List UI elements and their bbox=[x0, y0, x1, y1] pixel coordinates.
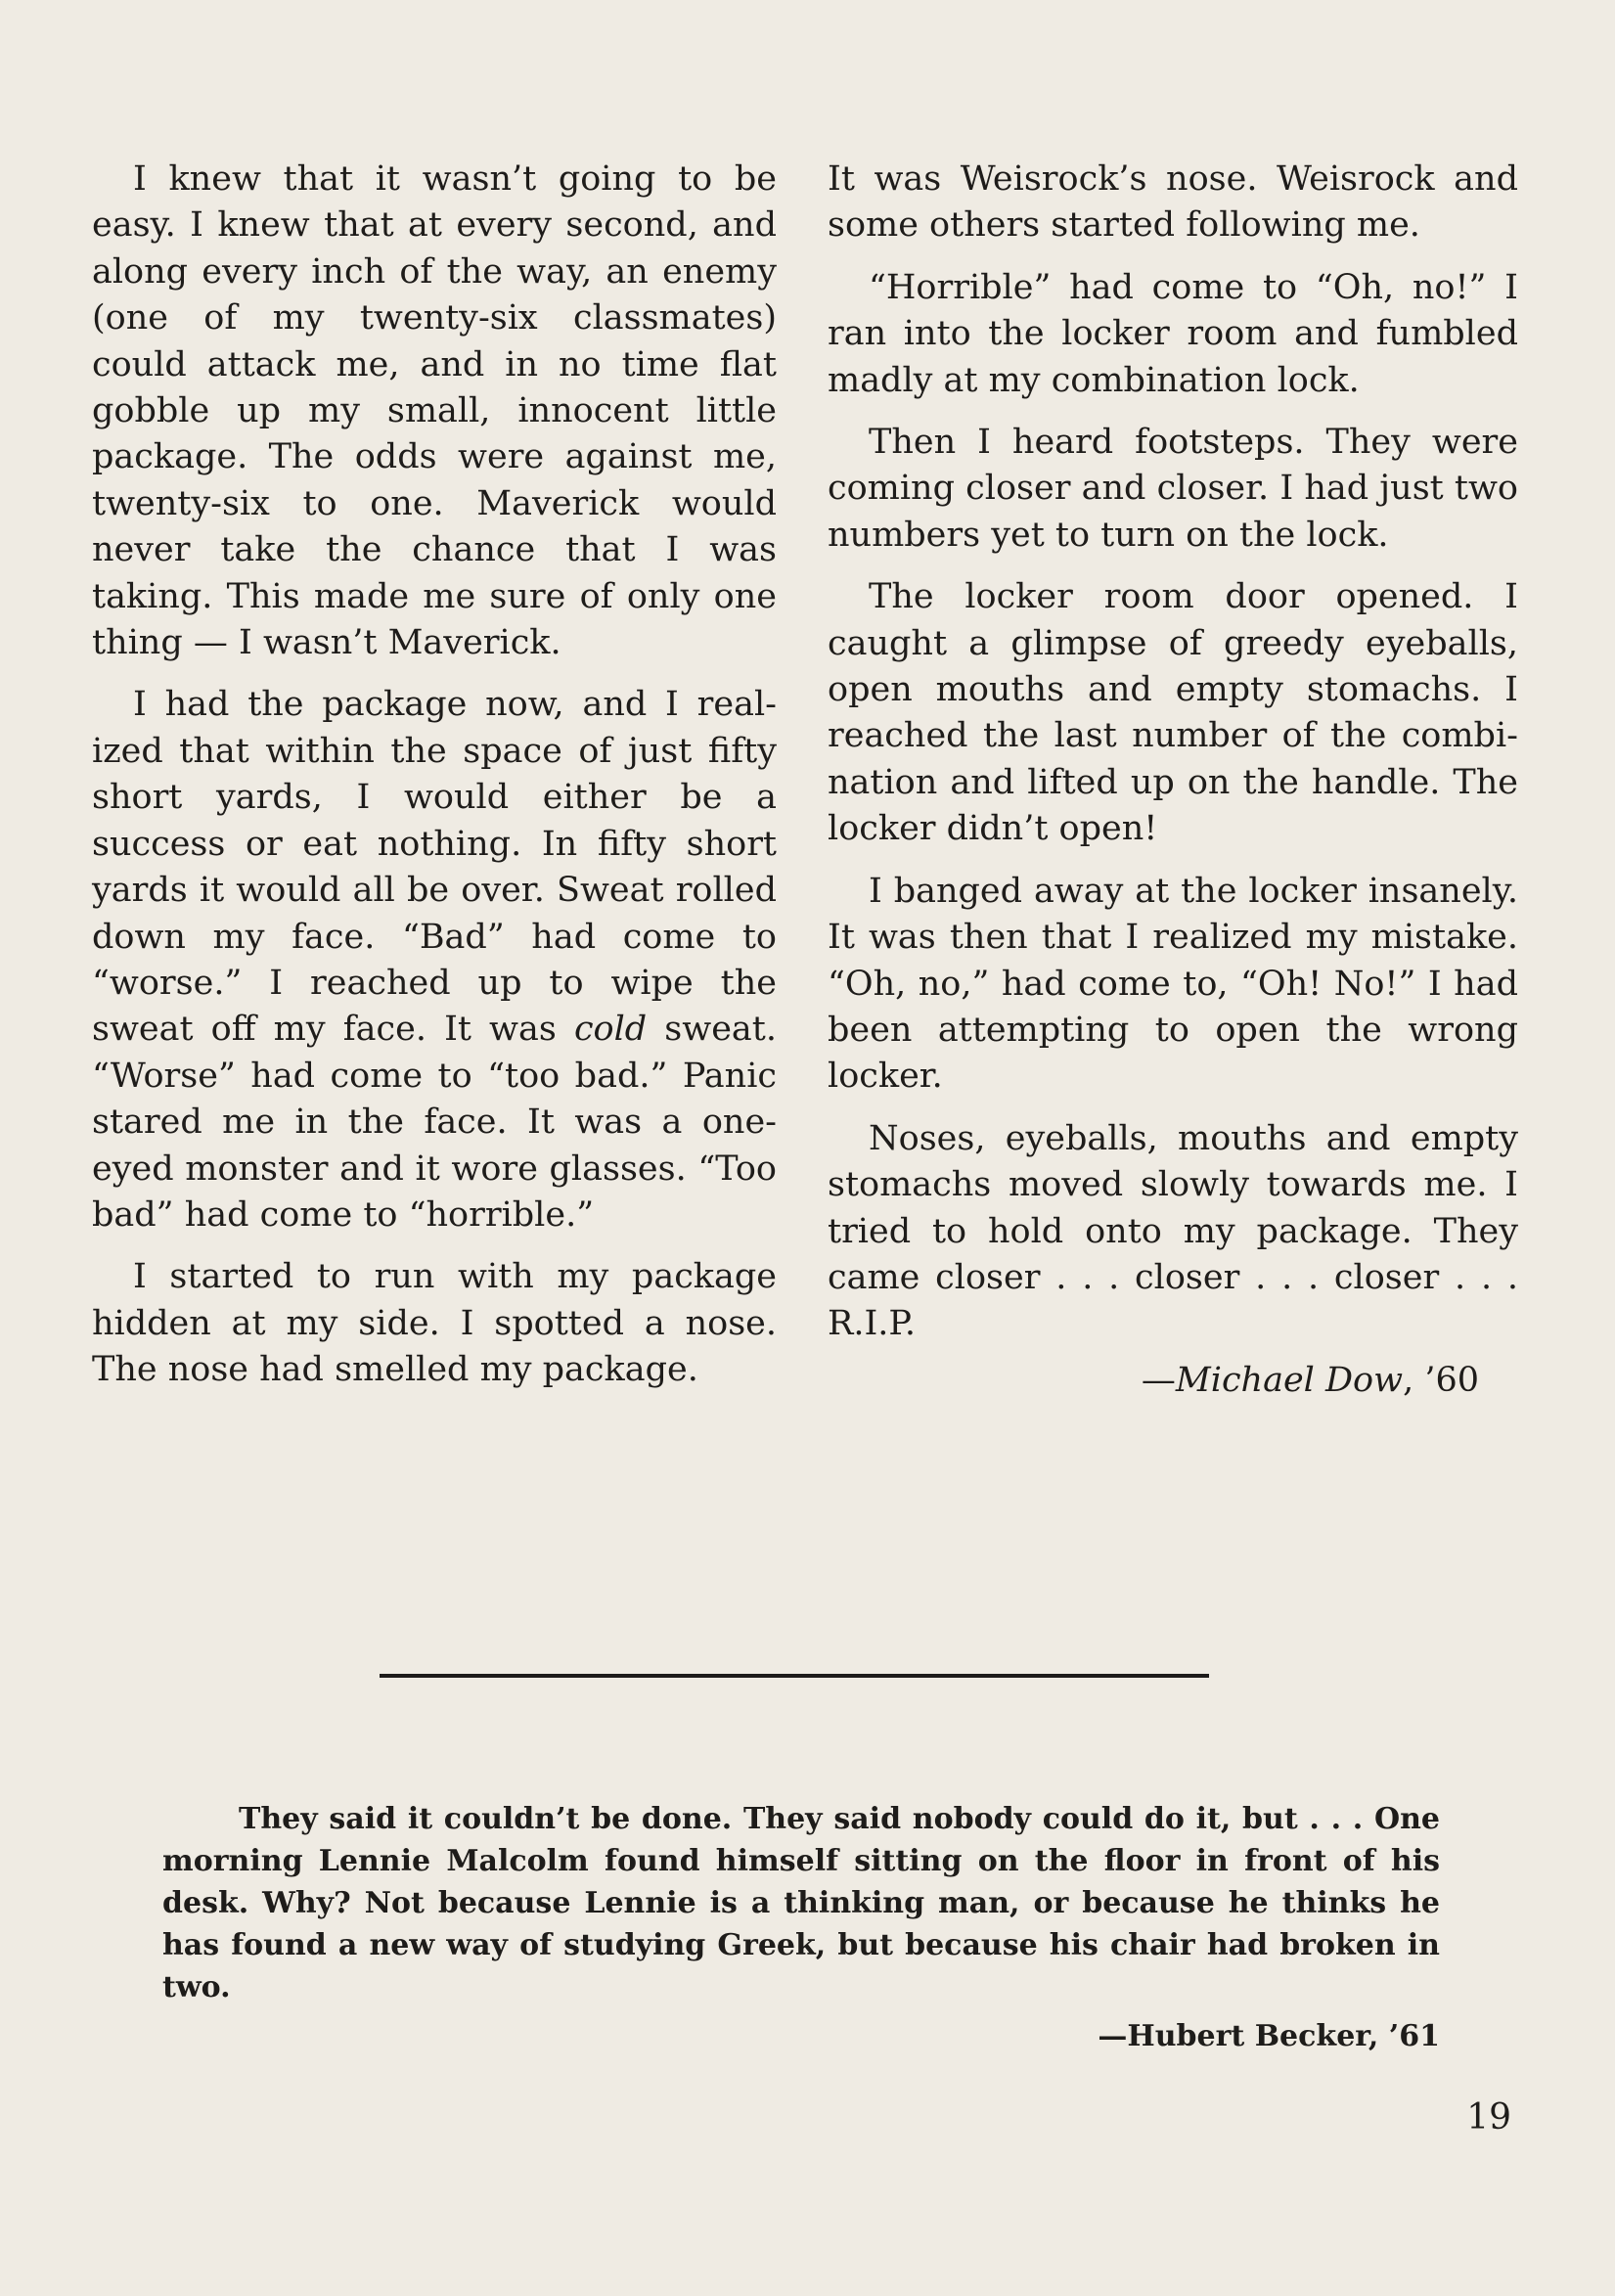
story-paragraph: Then I heard footsteps. They were coming closer and closer. I had just two numbers yet to turn on the lock. bbox=[828, 423, 1518, 555]
story-left-column bbox=[92, 157, 777, 1410]
story-paragraph: It was Weisrock’s nose. Weisrock and some others started following me. bbox=[828, 159, 1518, 246]
story-paragraph: The locker room door opened. I caught a glimpse of greedy eyeballs, open mouths and empty stomachs. I reached the last number of the combination and lifted up on the handle. The locker didn’t open! bbox=[828, 577, 1518, 849]
story-paragraph: “Horrible” had come to “Oh, no!” I ran into the locker room and fumbled madly at my combination lock. bbox=[828, 267, 1518, 400]
byline-year: , ’60 bbox=[1403, 1360, 1479, 1400]
anecdote-byline: —Hubert Becker, ’61 bbox=[1098, 2019, 1440, 2053]
section-divider bbox=[380, 1674, 1209, 1678]
story-paragraph-text: sweat. “Worse” had come to “too bad.” Panic stared me in the face. It was a one-eyed monster and it wore glasses. “Too bad” had come to “horrible.” bbox=[92, 1010, 777, 1235]
story-right-column bbox=[828, 157, 1518, 1404]
page-number: 19 bbox=[1466, 2097, 1511, 2138]
anecdote-block bbox=[162, 1798, 1440, 2008]
byline-dash: — bbox=[1141, 1360, 1176, 1400]
story-paragraph bbox=[92, 682, 777, 1238]
story-paragraph: I started to run with my package hidden at my side. I spotted a nose. The nose had smelled my package. bbox=[92, 1257, 777, 1390]
byline-author: Michael Dow bbox=[1175, 1360, 1404, 1400]
story-paragraph: I banged away at the locker insanely. It was then that I realized my mistake. “Oh, no,” had come to, “Oh! No!” I had been attempting to open the wrong locker. bbox=[828, 871, 1518, 1097]
story-paragraph: I knew that it wasn’t going to be easy. I knew that at every second, and along every inch of the way, an enemy (one of my twenty-six classmates) could attack me, and in no time flat gobble up my small, innocent little package. The odds were against me, twenty-six to one. Maverick would never take the chance that I was taking. This made me sure of only one thing — I wasn’t Maverick. bbox=[92, 159, 777, 663]
italic-word: cold bbox=[573, 1010, 648, 1050]
story-byline bbox=[828, 1358, 1518, 1404]
story-paragraph: Noses, eyeballs, mouths and empty stomachs moved slowly towards me. I tried to hold onto my package. They came closer . . . closer . . . closer . . . R.I.P. bbox=[828, 1118, 1518, 1344]
story-paragraph-text: I had the package now, and I realized that within the space of just fifty short yards, I would either be a success or eat nothing. In fifty short yards it would all be over. Sweat rolled down my face. “Bad” had come to “worse.” I reached up to wipe the sweat off my face. It was bbox=[92, 685, 777, 1050]
anecdote-text: They said it couldn’t be done. They said nobody could do it, but . . . One morning Lennie Malcolm found himself sitting on the floor in front of his desk. Why? Not because Lennie is a thinking man, or because he thinks he has found a new way of studying Greek, but because his chair had broken in two. bbox=[162, 1802, 1440, 2004]
